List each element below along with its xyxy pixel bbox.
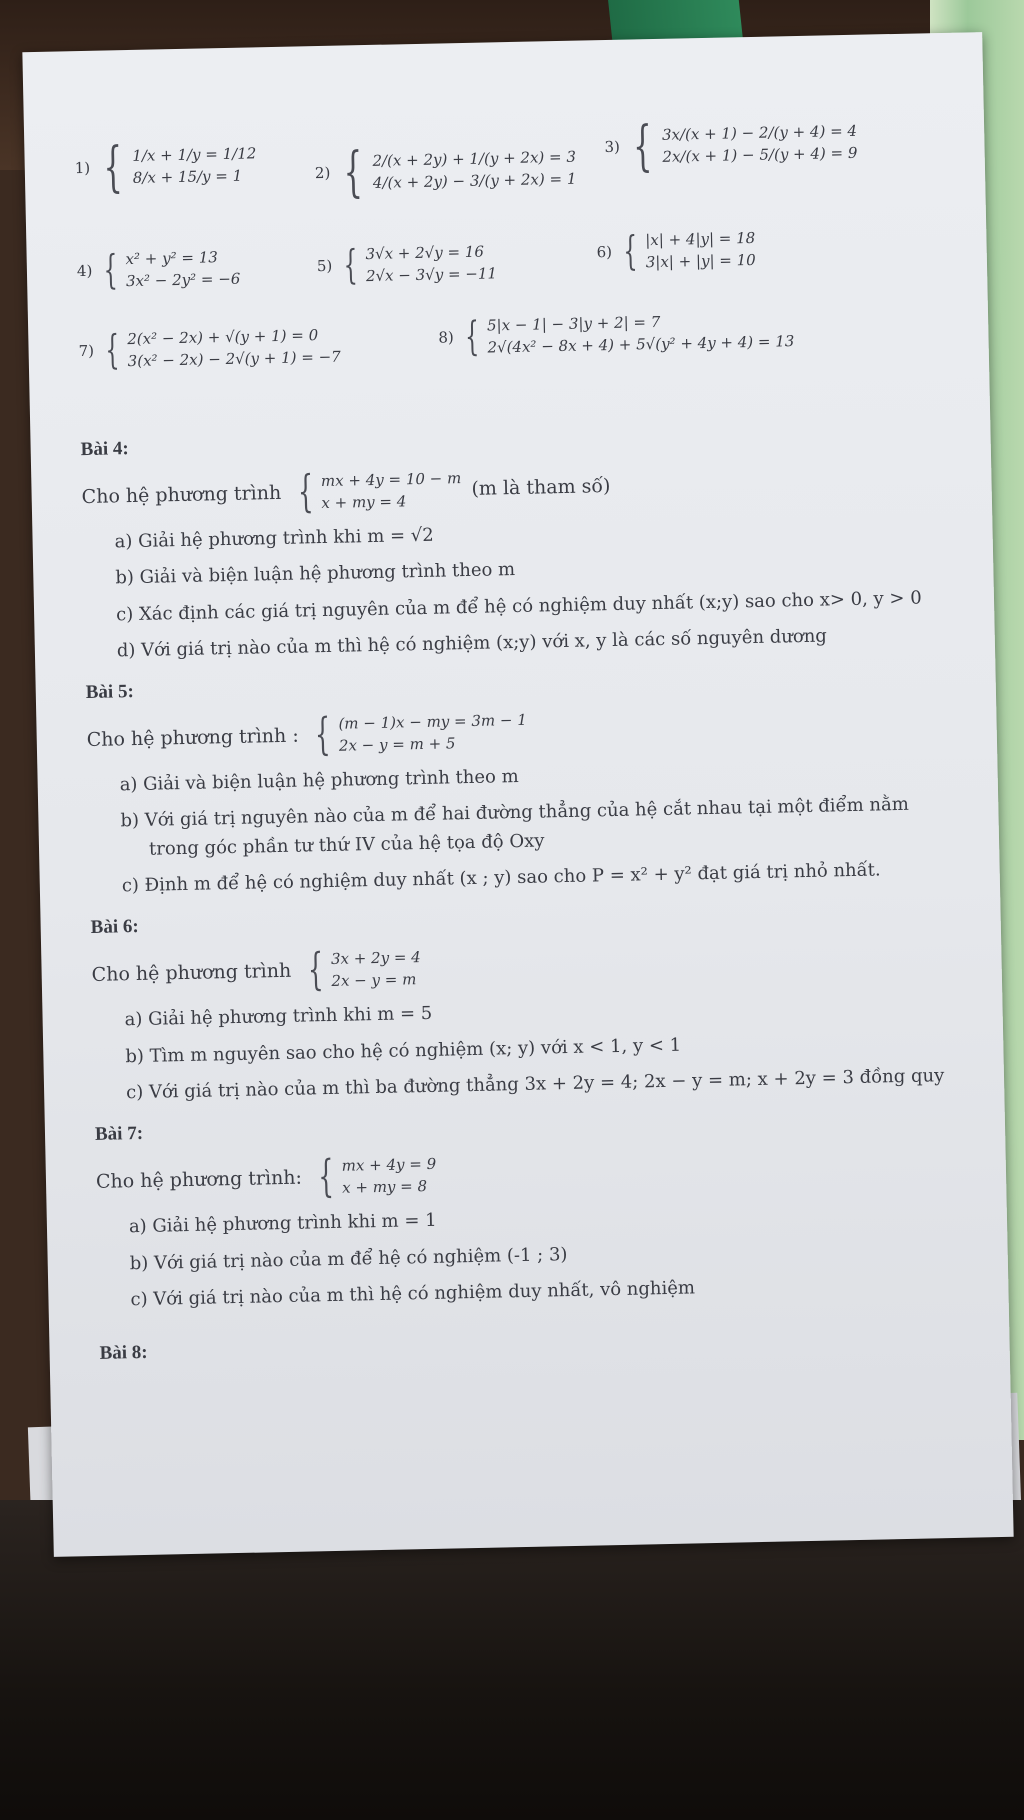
brace-icon: {: [343, 140, 364, 204]
brace-icon: {: [105, 327, 121, 374]
bai7-title: Bài 7:: [94, 1123, 144, 1146]
equation: 2/(x + 2y) + 1/(y + 2x) = 3: [372, 147, 577, 170]
bai4-item-d: d) Với giá trị nào của m thì hệ có nghiệm (x;y) với x, y là các số nguyên dương: [116, 625, 828, 662]
equation: |x| + 4|y| = 18: [645, 228, 756, 250]
bai6-item-b: b) Tìm m nguyên sao cho hệ có nghiệm (x; y) với x < 1, y < 1: [125, 1034, 682, 1067]
equation: x + my = 8: [341, 1177, 428, 1198]
bai5-item-b-cont: trong góc phần tư thứ IV của hệ tọa độ Oxy: [148, 830, 545, 860]
system-8: [438, 310, 795, 360]
brace-icon: {: [623, 228, 639, 275]
brace-icon: {: [306, 944, 324, 996]
equation: 2√(4x² − 8x + 4) + 5√(y² + 4y + 4) = 13: [487, 332, 795, 357]
system-number: 8): [438, 328, 455, 347]
equation: 3x + 2y = 4: [330, 948, 421, 969]
bai5-title: Bài 5:: [85, 681, 135, 704]
equation: 2(x² − 2x) + √(y + 1) = 0: [127, 326, 319, 349]
brace-icon: {: [314, 709, 331, 761]
equation: 3x² − 2y² = −6: [125, 269, 241, 291]
system-6: [596, 228, 756, 275]
parameter-note: (m là tham số): [471, 474, 611, 500]
brace-icon: {: [296, 466, 314, 518]
bai4-item-c: c) Xác định các giá trị nguyên của m để hệ có nghiệm duy nhất (x;y) sao cho x> 0, y > 0: [115, 587, 922, 625]
brace-icon: {: [317, 1151, 335, 1203]
brace-icon: {: [343, 242, 359, 289]
system-2: [314, 140, 577, 204]
bai6-system: [301, 944, 422, 996]
bai5-item-a: a) Giải và biện luận hệ phương trình theo m: [119, 766, 519, 796]
system-number: 3): [604, 137, 621, 157]
bai7-item-b: b) Với giá trị nào của m để hệ có nghiệm (-1 ; 3): [129, 1243, 568, 1274]
intro-text: Cho hệ phương trình: [81, 481, 282, 509]
equation: x + my = 4: [321, 492, 407, 513]
equation: 5|x − 1| − 3|y + 2| = 7: [486, 312, 661, 335]
bai4-system: [291, 466, 462, 518]
equation: 3√x + 2√y = 16: [365, 242, 485, 264]
equation: 2x − y = m + 5: [338, 734, 456, 755]
bai5-item-c: c) Định m để hệ có nghiệm duy nhất (x ; y) sao cho P = x² + y² đạt giá trị nhỏ nhất.: [121, 859, 881, 897]
bai6-intro: [91, 935, 952, 997]
bai7-item-c: c) Với giá trị nào của m thì hệ có nghiệm duy nhất, vô nghiệm: [130, 1277, 696, 1311]
equation: mx + 4y = 9: [341, 1155, 437, 1176]
system-5: [316, 242, 498, 289]
intro-text: Cho hệ phương trình :: [86, 724, 299, 752]
system-number: 1): [74, 158, 91, 178]
systems-row-3: [78, 313, 940, 421]
system-number: 6): [596, 242, 613, 262]
bai8-title: Bài 8:: [99, 1342, 148, 1365]
intro-text: Cho hệ phương trình:: [95, 1166, 303, 1194]
system-number: 5): [316, 256, 333, 276]
equation: 1/x + 1/y = 1/12: [132, 144, 257, 165]
brace-icon: {: [103, 247, 119, 294]
bai4-item-a: a) Giải hệ phương trình khi m = √2: [114, 524, 434, 553]
equation: 8/x + 15/y = 1: [132, 166, 243, 187]
equation: mx + 4y = 10 − m: [320, 469, 462, 491]
bai6-item-a: a) Giải hệ phương trình khi m = 5: [124, 1003, 433, 1031]
intro-text: Cho hệ phương trình: [91, 960, 292, 987]
system-number: 4): [76, 261, 93, 281]
bai7-item-a: a) Giải hệ phương trình khi m = 1: [128, 1210, 437, 1238]
system-4: [76, 247, 241, 294]
bai7-intro: [96, 1142, 957, 1204]
bai5-system: [308, 709, 527, 761]
bai6-title: Bài 6:: [90, 916, 139, 939]
equation: 2x − y = m: [331, 970, 417, 991]
bai6-item-c: c) Với giá trị nào của m thì ba đường thẳng 3x + 2y = 4; 2x − y = m; x + 2y = 3 đồng quy: [125, 1065, 945, 1104]
brace-icon: {: [632, 114, 654, 178]
bai4-intro: [81, 457, 942, 519]
bai5-item-b: b) Với giá trị nguyên nào của m để hai đường thẳng của hệ cắt nhau tại một điểm nằm: [120, 794, 910, 832]
brace-icon: {: [103, 135, 124, 199]
equation: (m − 1)x − my = 3m − 1: [338, 710, 527, 733]
system-number: 2): [314, 163, 331, 183]
worksheet-page: [22, 32, 1013, 1557]
equation: 4/(x + 2y) − 3/(y + 2x) = 1: [372, 169, 577, 192]
equation: 2x/(x + 1) − 5/(y + 4) = 9: [662, 143, 858, 166]
worksheet-content: [74, 113, 961, 1439]
bai7-system: [311, 1151, 437, 1203]
equation: x² + y² = 13: [125, 248, 218, 269]
system-1: [74, 135, 257, 199]
blank-area: [100, 1361, 961, 1439]
system-number: 7): [78, 341, 95, 361]
systems-row-1: [74, 113, 936, 251]
system-3: [604, 114, 858, 178]
equation: 3x/(x + 1) − 2/(y + 4) = 4: [661, 121, 858, 144]
bai4-title: Bài 4:: [80, 438, 129, 461]
equation: 2√x − 3√y = −11: [365, 264, 498, 286]
equation: 3|x| + |y| = 10: [645, 250, 756, 272]
bai5-intro: [86, 700, 947, 762]
bai4-item-b: b) Giải và biện luận hệ phương trình theo m: [115, 559, 516, 589]
brace-icon: {: [465, 313, 481, 360]
system-7: [78, 326, 341, 374]
equation: 3(x² − 2x) − 2√(y + 1) = −7: [127, 347, 341, 371]
